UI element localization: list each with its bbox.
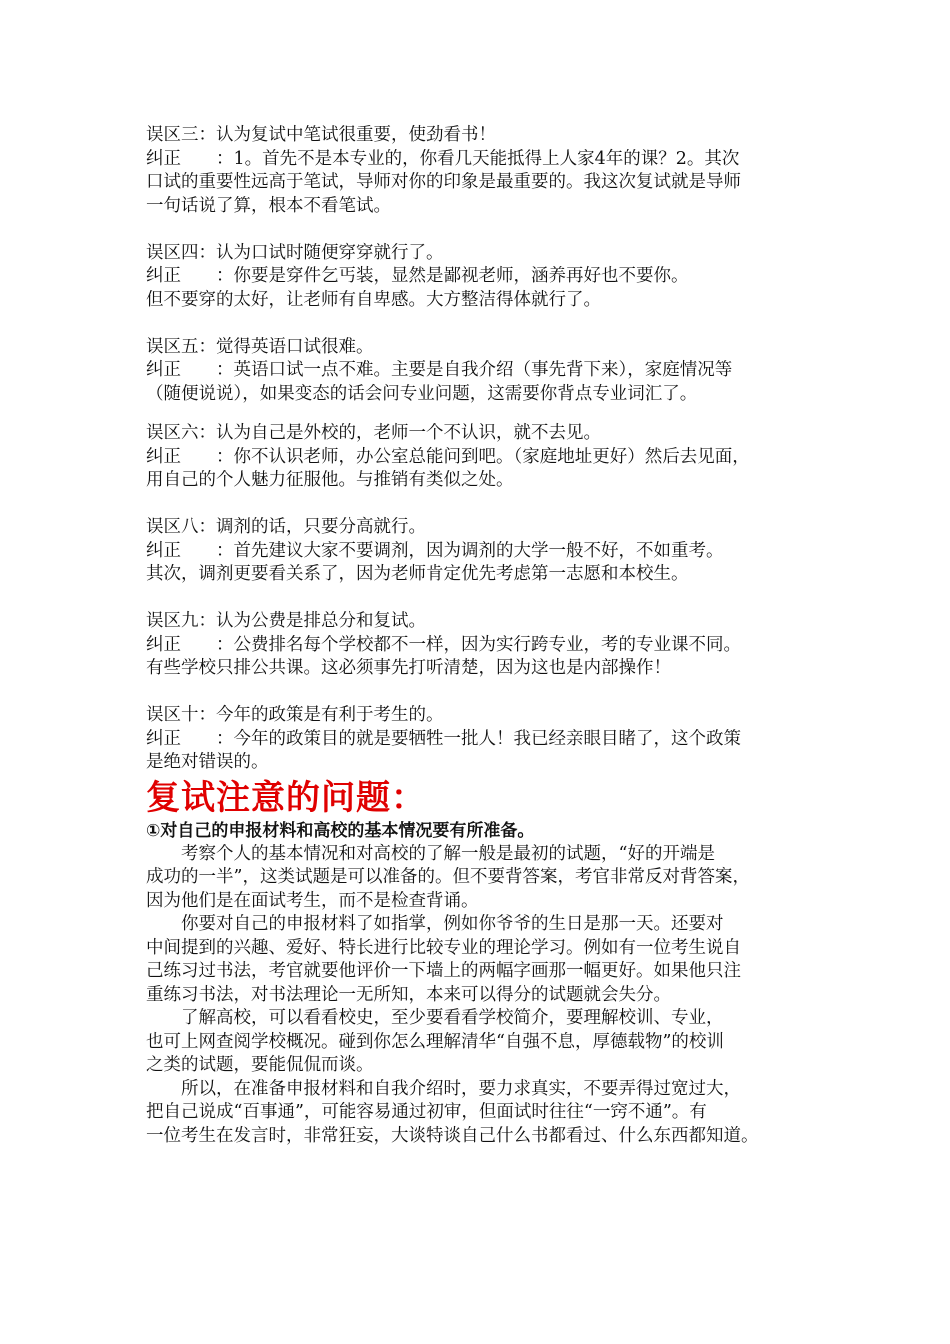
- correction-text: 一句话说了算，根本不看笔试。: [146, 195, 391, 216]
- paragraph-line: 所以，在准备申报材料和自我介绍时，要力求真实，不要弄得过宽过大，: [146, 1078, 741, 1099]
- misconception-title: 误区六：认为自己是外校的，老师一个不认识，就不去见。: [146, 423, 601, 443]
- misconception-title: 误区三：认为复试中笔试很重要，使劲看书！: [146, 125, 496, 145]
- paragraph-line: 己练习过书法，考官就要他评价一下墙上的两幅字画那一幅更好。如果他只注: [146, 961, 741, 981]
- correction-text: 用自己的个人魅力征服他。与推销有类似之处。: [146, 470, 514, 490]
- paragraph-line: 成功的一半”，这类试题是可以准备的。但不要背答案，考官非常反对背答案，: [146, 867, 750, 887]
- misconception-10: [146, 704, 808, 775]
- correction-text: 纠正 ：你不认识老师，办公室总能问到吧。（家庭地址更好）然后去见面，: [146, 446, 750, 467]
- paragraph-line: 之类的试题，要能侃侃而谈。: [146, 1055, 374, 1075]
- misconception-5: [146, 336, 808, 407]
- misconception-4: [146, 242, 808, 313]
- paragraph-1: [146, 843, 808, 914]
- misconception-title: 误区五：觉得英语口试很难。: [146, 336, 374, 357]
- section-heading: 复试注意的问题：: [146, 777, 426, 818]
- paragraph-line: 考察个人的基本情况和对高校的了解一般是最初的试题，“好的开端是: [146, 843, 715, 864]
- correction-text: 是绝对错误的。: [146, 752, 269, 772]
- misconception-title: 误区九：认为公费是排总分和复试。: [146, 611, 426, 631]
- paragraph-line: 把自己说成“百事通”，可能容易通过初审，但面试时往往“一窍不通”。有: [146, 1102, 707, 1122]
- misconception-9: [146, 610, 808, 681]
- misconception-title: 误区十：今年的政策是有利于考生的。: [146, 705, 444, 725]
- misconception-title: 误区八：调剂的话，只要分高就行。: [146, 517, 426, 537]
- paragraph-line: 因为他们是在面试考生，而不是检查背诵。: [146, 890, 479, 911]
- document-page: [146, 124, 808, 1148]
- correction-text: 纠正 ：公费排名每个学校都不一样，因为实行跨专业，考的专业课不同。: [146, 634, 741, 655]
- misconception-title: 误区四：认为口试时随便穿穿就行了。: [146, 242, 444, 263]
- misconception-6: [146, 422, 808, 493]
- correction-text: 纠正 ：你要是穿件乞丐装，显然是鄙视老师，涵养再好也不要你。: [146, 266, 689, 286]
- paragraph-line: 中间提到的兴趣、爱好、特长进行比较专业的理论学习。例如有一位考生说自: [146, 937, 741, 958]
- correction-text: （随便说说），如果变态的话会问专业问题，这需要你背点专业词汇了。: [146, 383, 698, 404]
- correction-text: 纠正 ：1。首先不是本专业的，你看几天能抵得上人家4年的课？2。其次: [146, 148, 740, 169]
- correction-text: 但不要穿的太好，让老师有自卑感。大方整洁得体就行了。: [146, 289, 601, 310]
- paragraph-line: 了解高校，可以看看校史，至少要看看学校简介，要理解校训、专业，: [146, 1008, 724, 1028]
- paragraph-line: 重练习书法，对书法理论一无所知，本来可以得分的试题就会失分。: [146, 984, 671, 1005]
- paragraph-2: [146, 913, 808, 1007]
- paragraph-line: 也可上网查阅学校概况。碰到你怎么理解清华“自强不息，厚德载物”的校训: [146, 1031, 724, 1052]
- correction-text: 有些学校只排公共课。这必须事先打听清楚，因为这也是内部操作！: [146, 658, 671, 678]
- paragraph-3: [146, 1007, 808, 1078]
- paragraph-line: 一位考生在发言时，非常狂妄，大谈特谈自己什么书都看过、什么东西都知道。: [146, 1125, 759, 1146]
- correction-text: 口试的重要性远高于笔试，导师对你的印象是最重要的。我这次复试就是导师: [146, 172, 741, 192]
- correction-text: 纠正 ：首先建议大家不要调剂，因为调剂的大学一般不好，不如重考。: [146, 540, 724, 561]
- paragraph-4: [146, 1078, 808, 1149]
- section-subheading: ①对自己的申报材料和高校的基本情况要有所准备。: [146, 820, 535, 841]
- misconception-8: [146, 516, 808, 587]
- correction-text: 纠正 ：英语口试一点不难。主要是自我介绍（事先背下来），家庭情况等: [146, 360, 733, 380]
- correction-text: 纠正 ：今年的政策目的就是要牺牲一批人！我已经亲眼目睹了，这个政策: [146, 728, 741, 749]
- misconception-3: [146, 124, 808, 218]
- correction-text: 其次，调剂更要看关系了，因为老师肯定优先考虑第一志愿和本校生。: [146, 564, 689, 584]
- paragraph-line: 你要对自己的申报材料了如指掌，例如你爷爷的生日是那一天。还要对: [146, 914, 724, 934]
